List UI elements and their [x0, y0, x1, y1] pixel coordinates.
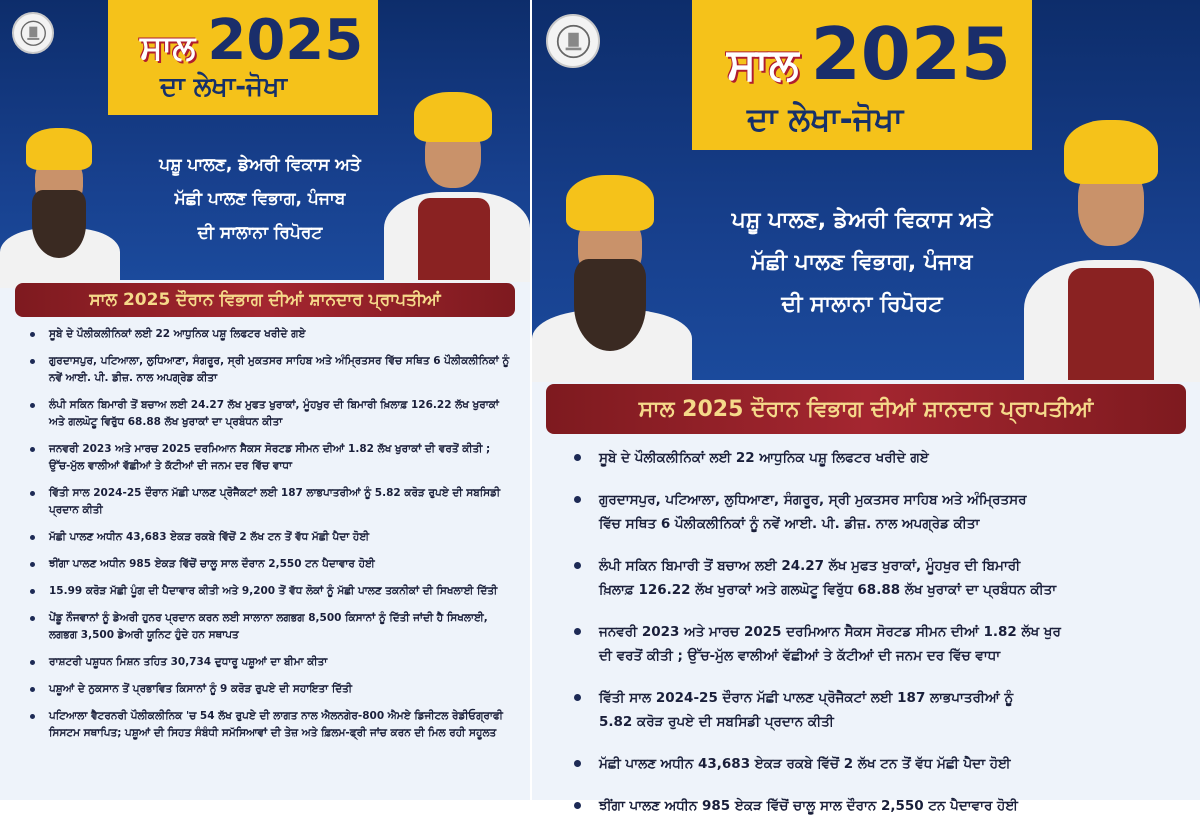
year-word: ਸਾਲ: [727, 39, 799, 90]
list-item: [0, 481, 530, 523]
bullet-icon: [30, 616, 35, 621]
subtitle: ਦਾ ਲੇਖਾ-ਜੋਖਾ: [160, 72, 287, 102]
poster-left: [0, 0, 530, 800]
bullet-icon: [574, 562, 581, 569]
list-item-text: ਪਸ਼ੂਆਂ ਦੇ ਨੁਕਸਾਨ ਤੋਂ ਪ੍ਰਭਾਵਿਤ ਕਿਸਾਨਾਂ ਨੂੰ 9 ਕਰੋੜ ਰੁਪਏ ਦੀ ਸਹਾਇਤਾ ਦਿੱਤੀ: [49, 683, 353, 695]
government-emblem-icon: [12, 12, 54, 54]
list-item: [532, 614, 1200, 674]
bullet-icon: [574, 694, 581, 701]
list-item-text: ਲੰਪੀ ਸਕਿਨ ਬਿਮਾਰੀ ਤੋਂ ਬਚਾਅ ਲਈ 24.27 ਲੱਖ ਮੁਫਤ ਖੁਰਾਕਾਂ, ਮੂੰਹਖੁਰ ਦੀ ਬਿਮਾਰੀ ਖ਼ਿਲਾਫ਼ 126.22 ਲੱਖ ਖੁਰਾਕਾਂ ਅਤੇ ਗਲਘੋਟੂ ਵਿਰੁੱਧ 68.88 ਲੱਖ ਖੁਰਾਕਾਂ ਦਾ ਪ੍ਰਬੰਧਨ ਕੀਤਾ: [49, 399, 499, 428]
list-item-text: ਗੁਰਦਾਸਪੁਰ, ਪਟਿਆਲਾ, ਲੁਧਿਆਣਾ, ਸੰਗਰੂਰ, ਸ੍ਰੀ ਮੁਕਤਸਰ ਸਾਹਿਬ ਅਤੇ ਅੰਮ੍ਰਿਤਸਰ ਵਿੱਚ ਸਥਿਤ 6 ਪੌਲੀਕਲੀਨਿਕਾਂ ਨੂੰ ਨਵੇਂ ਆਈ. ਪੀ. ਡੀਜ਼. ਨਾਲ ਅਪਗ੍ਰੇਡ ਕੀਤਾ: [49, 355, 510, 384]
list-item: [0, 437, 530, 479]
list-item: [0, 650, 530, 675]
list-item: [0, 393, 530, 435]
achievements-banner: [532, 382, 1200, 436]
bullet-icon: [30, 491, 35, 496]
list-item: [532, 440, 1200, 476]
minister-photo-left: [0, 128, 120, 280]
list-item-text: ਗੁਰਦਾਸਪੁਰ, ਪਟਿਆਲਾ, ਲੁਧਿਆਣਾ, ਸੰਗਰੂਰ, ਸ੍ਰੀ ਮੁਕਤਸਰ ਸਾਹਿਬ ਅਤੇ ਅੰਮ੍ਰਿਤਸਰ ਵਿੱਚ ਸਥਿਤ 6 ਪੌਲੀਕਲੀਨਿਕਾਂ ਨੂੰ ਨਵੇਂ ਆਈ. ਪੀ. ਡੀਜ਼. ਨਾਲ ਅਪਗ੍ਰੇਡ ਕੀਤਾ: [599, 492, 1027, 532]
list-item-text: ਝੀਂਗਾ ਪਾਲਣ ਅਧੀਨ 985 ਏਕੜ ਵਿੱਚੋਂ ਚਾਲੂ ਸਾਲ ਦੌਰਾਨ 2,550 ਟਨ ਪੈਦਾਵਾਰ ਹੋਈ: [49, 558, 375, 570]
bullet-icon: [30, 403, 35, 408]
achievements-list: [0, 322, 530, 748]
bullet-icon: [30, 562, 35, 567]
report-title-line-1: ਪਸ਼ੂ ਪਾਲਣ, ਡੇਅਰੀ ਵਿਕਾਸ ਅਤੇ: [159, 155, 361, 175]
list-item-text: ਮੱਛੀ ਪਾਲਣ ਅਧੀਨ 43,683 ਏਕੜ ਰਕਬੇ ਵਿੱਚੋਂ 2 ਲੱਖ ਟਨ ਤੋਂ ਵੱਧ ਮੱਛੀ ਪੈਦਾ ਹੋਈ: [599, 756, 1011, 772]
year-number: 2025: [207, 8, 364, 73]
list-item-text: ਲੰਪੀ ਸਕਿਨ ਬਿਮਾਰੀ ਤੋਂ ਬਚਾਅ ਲਈ 24.27 ਲੱਖ ਮੁਫਤ ਖੁਰਾਕਾਂ, ਮੂੰਹਖੁਰ ਦੀ ਬਿਮਾਰੀ ਖ਼ਿਲਾਫ਼ 126.22 ਲੱਖ ਖੁਰਾਕਾਂ ਅਤੇ ਗਲਘੋਟੂ ਵਿਰੁੱਧ 68.88 ਲੱਖ ਖੁਰਾਕਾਂ ਦਾ ਪ੍ਰਬੰਧਨ ਕੀਤਾ: [599, 558, 1057, 598]
minister-photo-right: [1020, 120, 1200, 380]
bullet-icon: [30, 714, 35, 719]
list-item: [0, 552, 530, 577]
bullet-icon: [30, 535, 35, 540]
year-number: 2025: [810, 12, 1012, 96]
list-item: [532, 788, 1200, 824]
bullet-icon: [574, 802, 581, 809]
report-title: [130, 148, 390, 250]
bullet-icon: [574, 628, 581, 635]
bullet-icon: [574, 496, 581, 503]
bullet-icon: [30, 332, 35, 337]
list-item-text: ਸੂਬੇ ਦੇ ਪੌਲੀਕਲੀਨਿਕਾਂ ਲਈ 22 ਆਧੁਨਿਕ ਪਸ਼ੂ ਲਿਫਟਰ ਖਰੀਦੇ ਗਏ: [49, 328, 306, 340]
poster-header: [0, 0, 530, 280]
year-heading: [727, 12, 1011, 96]
report-title-line-3: ਦੀ ਸਾਲਾਨਾ ਰਿਪੋਰਟ: [197, 223, 323, 243]
bullet-icon: [30, 447, 35, 452]
list-item: [532, 482, 1200, 542]
list-item-text: ਪਟਿਆਲਾ ਵੈਟਰਨਰੀ ਪੌਲੀਕਲੀਨਿਕ 'ਚ 54 ਲੱਖ ਰੁਪਏ ਦੀ ਲਾਗਤ ਨਾਲ ਐਲਨਗੇਰ-800 ਐਮਏ ਡਿਜੀਟਲ ਰੇਡੀਓਗ੍ਰਾਫੀ ਸਿਸਟਮ ਸਥਾਪਿਤ; ਪਸ਼ੂਆਂ ਦੀ ਸਿਹਤ ਸੰਬੰਧੀ ਸਮੱਸਿਆਵਾਂ ਦੀ ਤੇਜ਼ ਅਤੇ ਫ਼ਿਲਮ-ਫ੍ਰੀ ਜਾਂਚ ਕਰਨ ਦੀ ਮਿਲ ਰਹੀ ਸਹੂਲਤ: [49, 710, 503, 739]
list-item-text: ਝੀਂਗਾ ਪਾਲਣ ਅਧੀਨ 985 ਏਕੜ ਵਿੱਚੋਂ ਚਾਲੂ ਸਾਲ ਦੌਰਾਨ 2,550 ਟਨ ਪੈਦਾਵਾਰ ਹੋਈ: [599, 798, 1018, 814]
report-title-line-1: ਪਸ਼ੂ ਪਾਲਣ, ਡੇਅਰੀ ਵਿਕਾਸ ਅਤੇ: [731, 208, 993, 233]
government-emblem-icon: [546, 14, 600, 68]
list-item: [532, 746, 1200, 782]
bullet-icon: [574, 760, 581, 767]
report-title-line-3: ਦੀ ਸਾਲਾਨਾ ਰਿਪੋਰਟ: [781, 292, 943, 317]
bullet-icon: [30, 660, 35, 665]
bullet-icon: [30, 359, 35, 364]
list-item-text: ਵਿੱਤੀ ਸਾਲ 2024-25 ਦੌਰਾਨ ਮੱਛੀ ਪਾਲਣ ਪ੍ਰੋਜੈਕਟਾਂ ਲਈ 187 ਲਾਭਪਾਤਰੀਆਂ ਨੂੰ 5.82 ਕਰੋੜ ਰੁਪਏ ਦੀ ਸਬਸਿਡੀ ਪ੍ਰਦਾਨ ਕੀਤੀ: [49, 487, 501, 516]
bullet-icon: [30, 589, 35, 594]
achievements-list: [532, 440, 1200, 830]
list-item: [0, 606, 530, 648]
report-title-line-2: ਮੱਛੀ ਪਾਲਣ ਵਿਭਾਗ, ਪੰਜਾਬ: [174, 189, 346, 209]
list-item-text: ਜਨਵਰੀ 2023 ਅਤੇ ਮਾਰਚ 2025 ਦਰਮਿਆਨ ਸੈਕਸ ਸੋਰਟਡ ਸੀਮਨ ਦੀਆਂ 1.82 ਲੱਖ ਖੁਰਾਕਾਂ ਦੀ ਵਰਤੋਂ ਕੀਤੀ ; ਉੱਚ-ਮੁੱਲ ਵਾਲੀਆਂ ਵੱਛੀਆਂ ਤੇ ਕੱਟੀਆਂ ਦੀ ਜਨਮ ਦਰ ਵਿੱਚ ਵਾਧਾ: [49, 443, 491, 472]
list-item-text: ਜਨਵਰੀ 2023 ਅਤੇ ਮਾਰਚ 2025 ਦਰਮਿਆਨ ਸੈਕਸ ਸੋਰਟਡ ਸੀਮਨ ਦੀਆਂ 1.82 ਲੱਖ ਖੁਰ ਦੀ ਵਰਤੋਂ ਕੀਤੀ ; ਉੱਚ-ਮੁੱਲ ਵਾਲੀਆਂ ਵੱਛੀਆਂ ਤੇ ਕੱਟੀਆਂ ਦੀ ਜਨਮ ਦਰ ਵਿੱਚ ਵਾਧਾ: [599, 624, 1061, 664]
list-item-text: ਪੇਂਡੂ ਨੌਜਵਾਨਾਂ ਨੂੰ ਡੇਅਰੀ ਹੁਨਰ ਪ੍ਰਦਾਨ ਕਰਨ ਲਈ ਸਾਲਾਨਾ ਲਗਭਗ 8,500 ਕਿਸਾਨਾਂ ਨੂੰ ਦਿੱਤੀ ਜਾਂਦੀ ਹੈ ਸਿਖਲਾਈ, ਲਗਭਗ 3,500 ਡੇਅਰੀ ਯੂਨਿਟ ਹੁੰਦੇ ਹਨ ਸਥਾਪਤ: [49, 612, 488, 641]
minister-photo-left: [532, 175, 692, 380]
list-item: [0, 704, 530, 746]
report-title: [697, 200, 1027, 326]
bullet-icon: [30, 687, 35, 692]
list-item-text: ਸੂਬੇ ਦੇ ਪੌਲੀਕਲੀਨਿਕਾਂ ਲਈ 22 ਆਧੁਨਿਕ ਪਸ਼ੂ ਲਿਫਟਰ ਖਰੀਦੇ ਗਏ: [599, 450, 929, 466]
list-item: [0, 349, 530, 391]
year-heading: [140, 8, 363, 73]
minister-photo-right: [378, 92, 530, 280]
list-item-text: ਰਾਸ਼ਟਰੀ ਪਸ਼ੂਧਨ ਮਿਸ਼ਨ ਤਹਿਤ 30,734 ਦੁਧਾਰੂ ਪਸ਼ੂਆਂ ਦਾ ਬੀਮਾ ਕੀਤਾ: [49, 656, 328, 668]
year-word: ਸਾਲ: [140, 28, 196, 68]
bullet-icon: [574, 454, 581, 461]
list-item-text: ਮੱਛੀ ਪਾਲਣ ਅਧੀਨ 43,683 ਏਕੜ ਰਕਬੇ ਵਿੱਚੋਂ 2 ਲੱਖ ਟਨ ਤੋਂ ਵੱਧ ਮੱਛੀ ਪੈਦਾ ਹੋਈ: [49, 531, 370, 543]
list-item: [0, 322, 530, 347]
poster-right: [532, 0, 1200, 814]
subtitle: ਦਾ ਲੇਖਾ-ਜੋਖਾ: [747, 100, 904, 138]
list-item-text: 15.99 ਕਰੋੜ ਮੱਛੀ ਪੂੰਗ ਦੀ ਪੈਦਾਵਾਰ ਕੀਤੀ ਅਤੇ 9,200 ਤੋਂ ਵੱਧ ਲੋਕਾਂ ਨੂੰ ਮੱਛੀ ਪਾਲਣ ਤਕਨੀਕਾਂ ਦੀ ਸਿਖਲਾਈ ਦਿੱਤੀ: [49, 585, 498, 597]
achievements-banner-text: ਸਾਲ 2025 ਦੌਰਾਨ ਵਿਭਾਗ ਦੀਆਂ ਸ਼ਾਨਦਾਰ ਪ੍ਰਾਪਤੀਆਂ: [546, 384, 1186, 434]
list-item: [0, 579, 530, 604]
poster-header: [532, 0, 1200, 380]
achievements-banner-text: ਸਾਲ 2025 ਦੌਰਾਨ ਵਿਭਾਗ ਦੀਆਂ ਸ਼ਾਨਦਾਰ ਪ੍ਰਾਪਤੀਆਂ: [15, 283, 515, 317]
achievements-banner: [0, 282, 530, 318]
list-item: [0, 525, 530, 550]
list-item: [0, 677, 530, 702]
list-item-text: ਵਿੱਤੀ ਸਾਲ 2024-25 ਦੌਰਾਨ ਮੱਛੀ ਪਾਲਣ ਪ੍ਰੋਜੈਕਟਾਂ ਲਈ 187 ਲਾਭਪਾਤਰੀਆਂ ਨੂੰ 5.82 ਕਰੋੜ ਰੁਪਏ ਦੀ ਸਬਸਿਡੀ ਪ੍ਰਦਾਨ ਕੀਤੀ: [599, 690, 1014, 730]
list-item: [532, 548, 1200, 608]
report-title-line-2: ਮੱਛੀ ਪਾਲਣ ਵਿਭਾਗ, ਪੰਜਾਬ: [751, 250, 973, 275]
list-item: [532, 680, 1200, 740]
